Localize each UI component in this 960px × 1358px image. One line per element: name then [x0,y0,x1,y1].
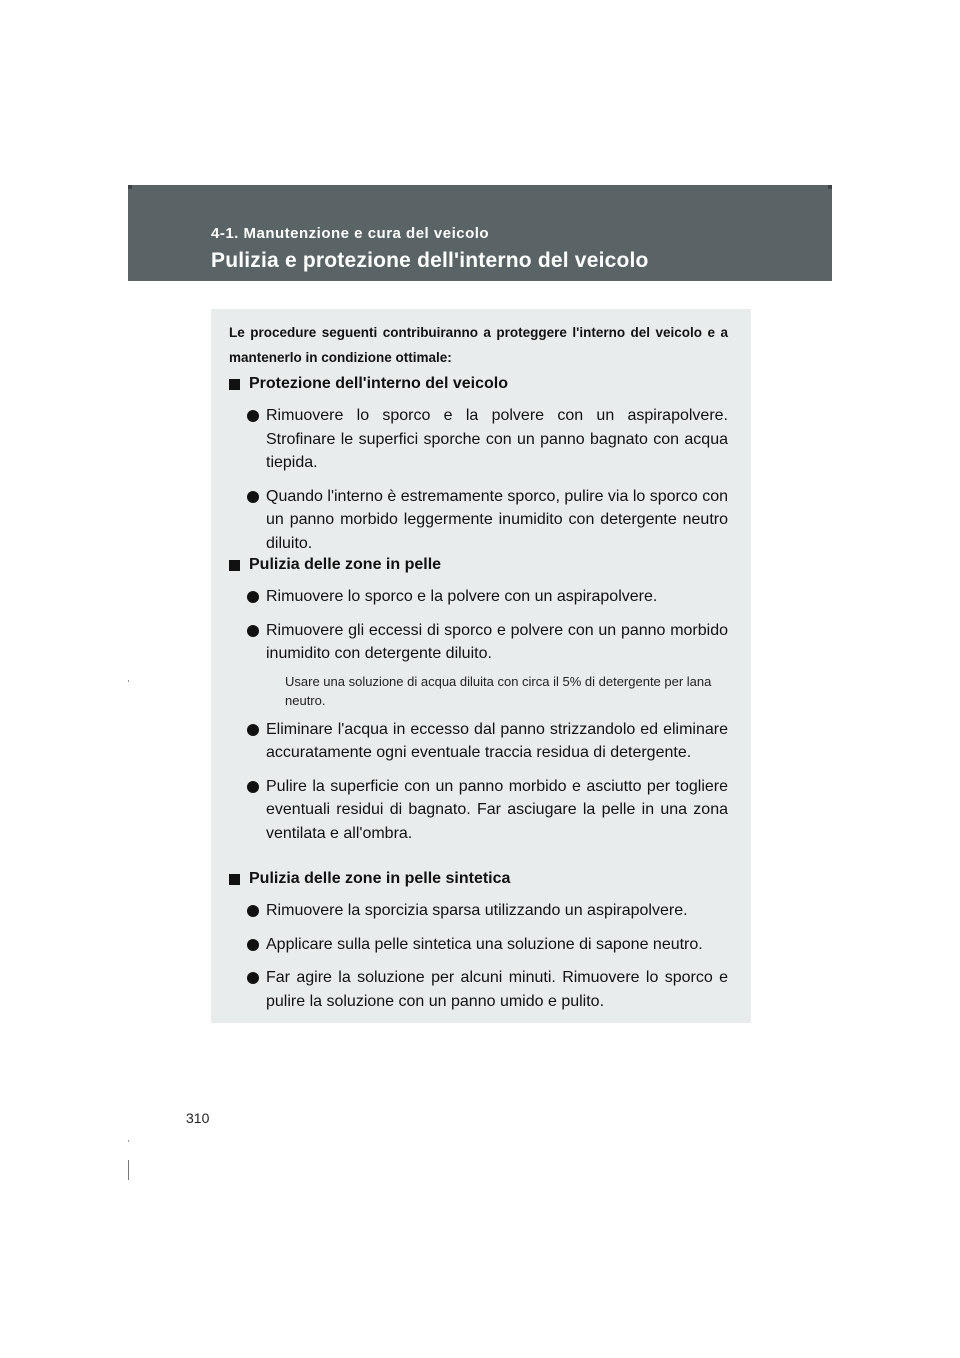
page-title: Pulizia e protezione dell'interno del veicolo [211,249,649,272]
round-bullet-icon [247,939,259,951]
list-item: Rimuovere la sporcizia sparsa utilizzando un aspirapolvere. [229,899,728,923]
page-number: 310 [186,1110,210,1126]
section-protezione [229,372,728,555]
section-pelle-sintetica [229,867,728,1013]
note-text: Usare una soluzione di acqua diluita con circa il 5% di detergente per lana neutro. [285,673,712,708]
list-item: Rimuovere lo sporco e la polvere con un aspirapolvere. Strofinare le superfici sporche con un panno bagnato con acqua tiepida. [229,404,728,475]
margin-tick [128,1140,129,1142]
round-bullet-icon [247,491,259,503]
section-label: 4-1. Manutenzione e cura del veicolo [211,225,490,242]
margin-tick [128,680,129,682]
list-item: Eliminare l'acqua in eccesso dal panno strizzandolo ed eliminare accuratamente ogni eventuale traccia residua di detergente. [229,718,728,765]
section-heading [229,553,728,577]
list-item: Far agire la soluzione per alcuni minuti. Rimuovere lo sporco e pulire la soluzione con un panno umido e pulito. [229,966,728,1013]
corner-mark-right [828,185,832,189]
corner-mark-left [128,185,132,189]
section-heading-text: Protezione dell'interno del veicolo [249,375,508,392]
square-bullet-icon [229,379,240,390]
round-bullet-icon [247,410,259,422]
round-bullet-icon [247,905,259,917]
list-item: Quando l'interno è estremamente sporco, pulire via lo sporco con un panno morbido leggermente inumidito con detergente neutro diluito. [229,485,728,556]
list-item: Applicare sulla pelle sintetica una soluzione di sapone neutro. [229,933,728,957]
margin-line [128,1160,129,1180]
section-heading-text: Pulizia delle zone in pelle sintetica [249,870,511,887]
round-bullet-icon [247,724,259,736]
list-item: Pulire la superficie con un panno morbido e asciutto per togliere eventuali residui di bagnato. Far asciugare la pelle in una zona ventilata e all'ombra. [229,775,728,846]
section-heading-text: Pulizia delle zone in pelle [249,556,442,573]
intro-text: Le procedure seguenti contribuiranno a proteggere l'interno del veicolo e a mantenerlo in condizione ottimale: [229,325,728,365]
square-bullet-icon [229,874,240,885]
list-item: Rimuovere lo sporco e la polvere con un aspirapolvere. [229,585,728,609]
section-pelle [229,553,728,845]
square-bullet-icon [229,560,240,571]
round-bullet-icon [247,591,259,603]
section-heading [229,372,728,396]
round-bullet-icon [247,781,259,793]
list-item: Rimuovere gli eccessi di sporco e polvere con un panno morbido inumidito con detergente diluito. [229,619,728,666]
round-bullet-icon [247,625,259,637]
round-bullet-icon [247,972,259,984]
section-heading [229,867,728,891]
